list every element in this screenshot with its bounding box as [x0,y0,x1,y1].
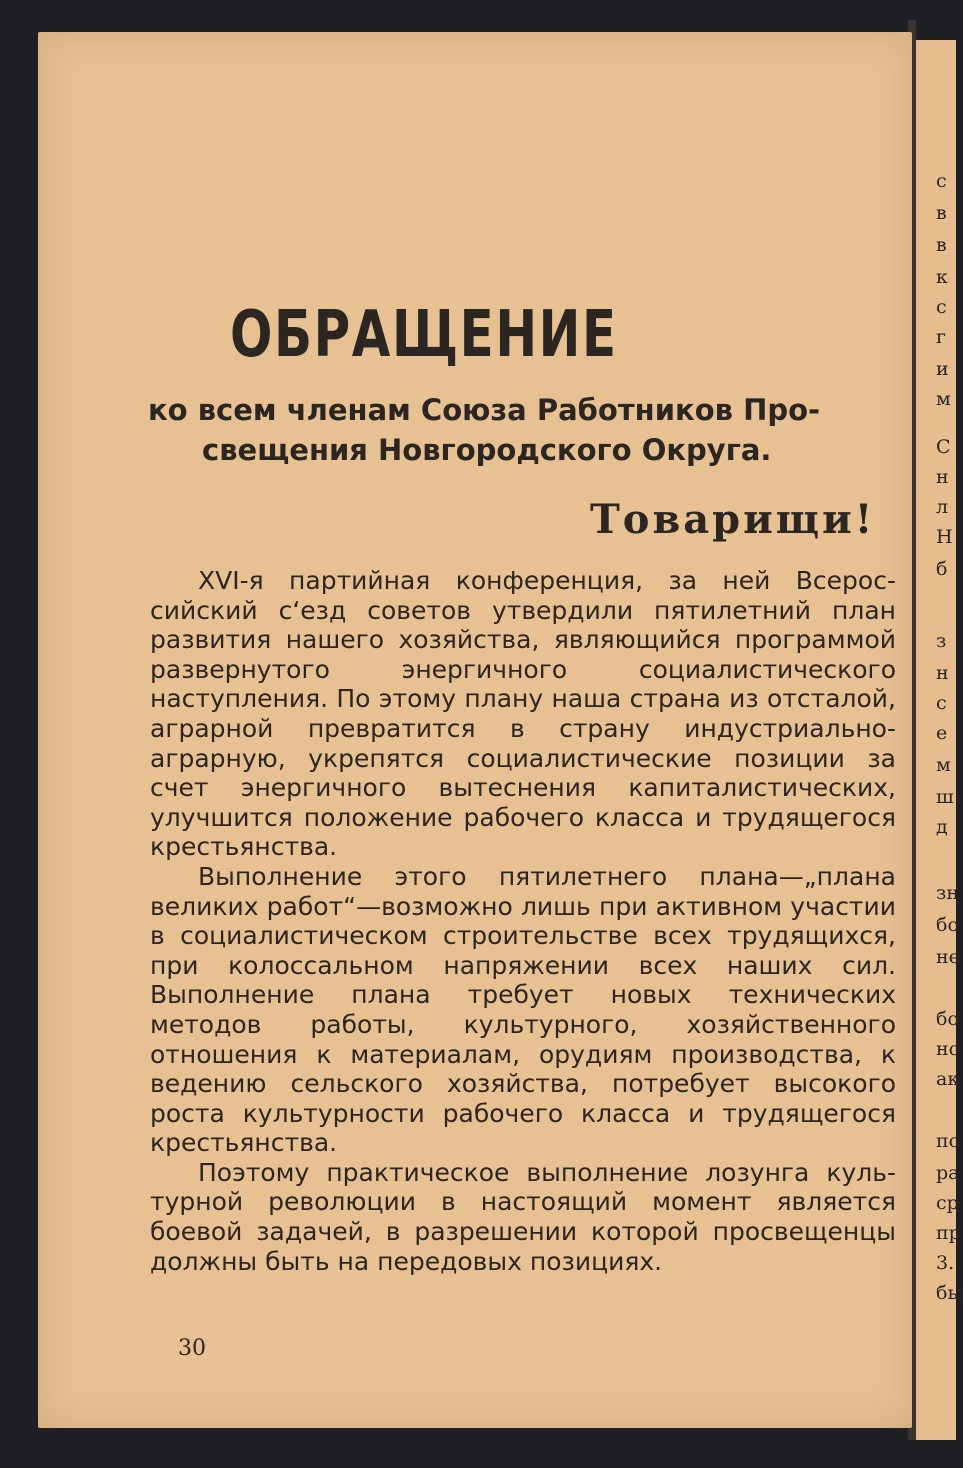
subtitle-line-2: свещения Новгородского Округа. [202,433,772,467]
adjacent-page-fragment: пр [936,1222,961,1244]
subtitle-line-1: ко всем членам Союза Работников Про- [148,393,821,427]
adjacent-page-fragment: н [936,662,949,684]
adjacent-page-fragment: с [936,170,947,192]
adjacent-page-fragment: по [936,1130,961,1152]
adjacent-page-fragment: ра [936,1162,960,1184]
body-text [150,566,896,1276]
adjacent-page-fragment: 3. [936,1252,955,1274]
adjacent-page-fragment: зн [936,882,960,904]
adjacent-page-fragment: в [936,234,947,256]
adjacent-page-fragment: в [936,202,947,224]
adjacent-page-fragment: не [936,946,960,968]
adjacent-page-fragment: и [936,358,949,380]
page-title: ОБРАЩЕНИЕ [230,298,618,372]
adjacent-page-fragment: с [936,692,947,714]
adjacent-page-fragment: н [936,466,949,488]
paragraph-2: Выполнение этого пятилетнего плана—„плана великих работ“—возможно лишь при активном участии в социалистическом строительстве всех трудящихся, при колоссальном напряжении всех наших сил. Выполнение плана требует новых технических методов работы, культурного, хозяйственного отношения к материалам, орудиям производства, к ведению сельского хозяйства, потребует высокого роста культурности рабочего класса и трудящегося крестьянства. [150,861,896,1158]
adjacent-page-fragment: Н [936,526,953,548]
adjacent-page-fragment: л [936,496,949,518]
subtitle [148,390,908,470]
adjacent-page-fragment: бы [936,1282,963,1304]
adjacent-page-fragment: м [936,388,951,410]
adjacent-page-fragment: но [936,1038,961,1060]
paragraph-3: Поэтому практическое выполнение лозунга культурной революции в настоящий момент является боевой задачей, в разрешении которой просвещенцы должны быть на передовых позициях. [150,1157,896,1276]
adjacent-page-fragment: д [936,816,948,838]
adjacent-page-fragment: б [936,558,948,580]
adjacent-page-fragment: бо [936,1008,959,1030]
page-number: 30 [178,1336,206,1361]
paragraph-1: XVI-я партийная конференция, за ней Всероссийский с‘езд советов утвердили пятилетний план развития нашего хозяйства, являющийся программой развернутого энергичного социалистического наступления. По этому плану наша страна из отсталой, аграрной превратится в страну индустриально-аграрную, укрепятся социалистические позиции за счет энергичного вытеснения капиталистических, улучшится положение рабочего класса и трудящегося крестьянства. [150,566,896,862]
adjacent-page-fragment: ш [936,786,954,808]
greeting: Товарищи! [590,496,876,543]
adjacent-page-fragment: г [936,326,946,348]
adjacent-page-fragment: ср [936,1192,959,1214]
adjacent-page-fragment: м [936,754,951,776]
adjacent-page-fragment: С [936,436,951,458]
adjacent-page-fragment: к [936,266,948,288]
adjacent-page-fragment: ак [936,1068,960,1090]
adjacent-page-fragment: з [936,630,947,652]
adjacent-page-fragment: с [936,296,947,318]
adjacent-page-fragment: бо [936,914,959,936]
adjacent-page-fragment: е [936,722,948,744]
